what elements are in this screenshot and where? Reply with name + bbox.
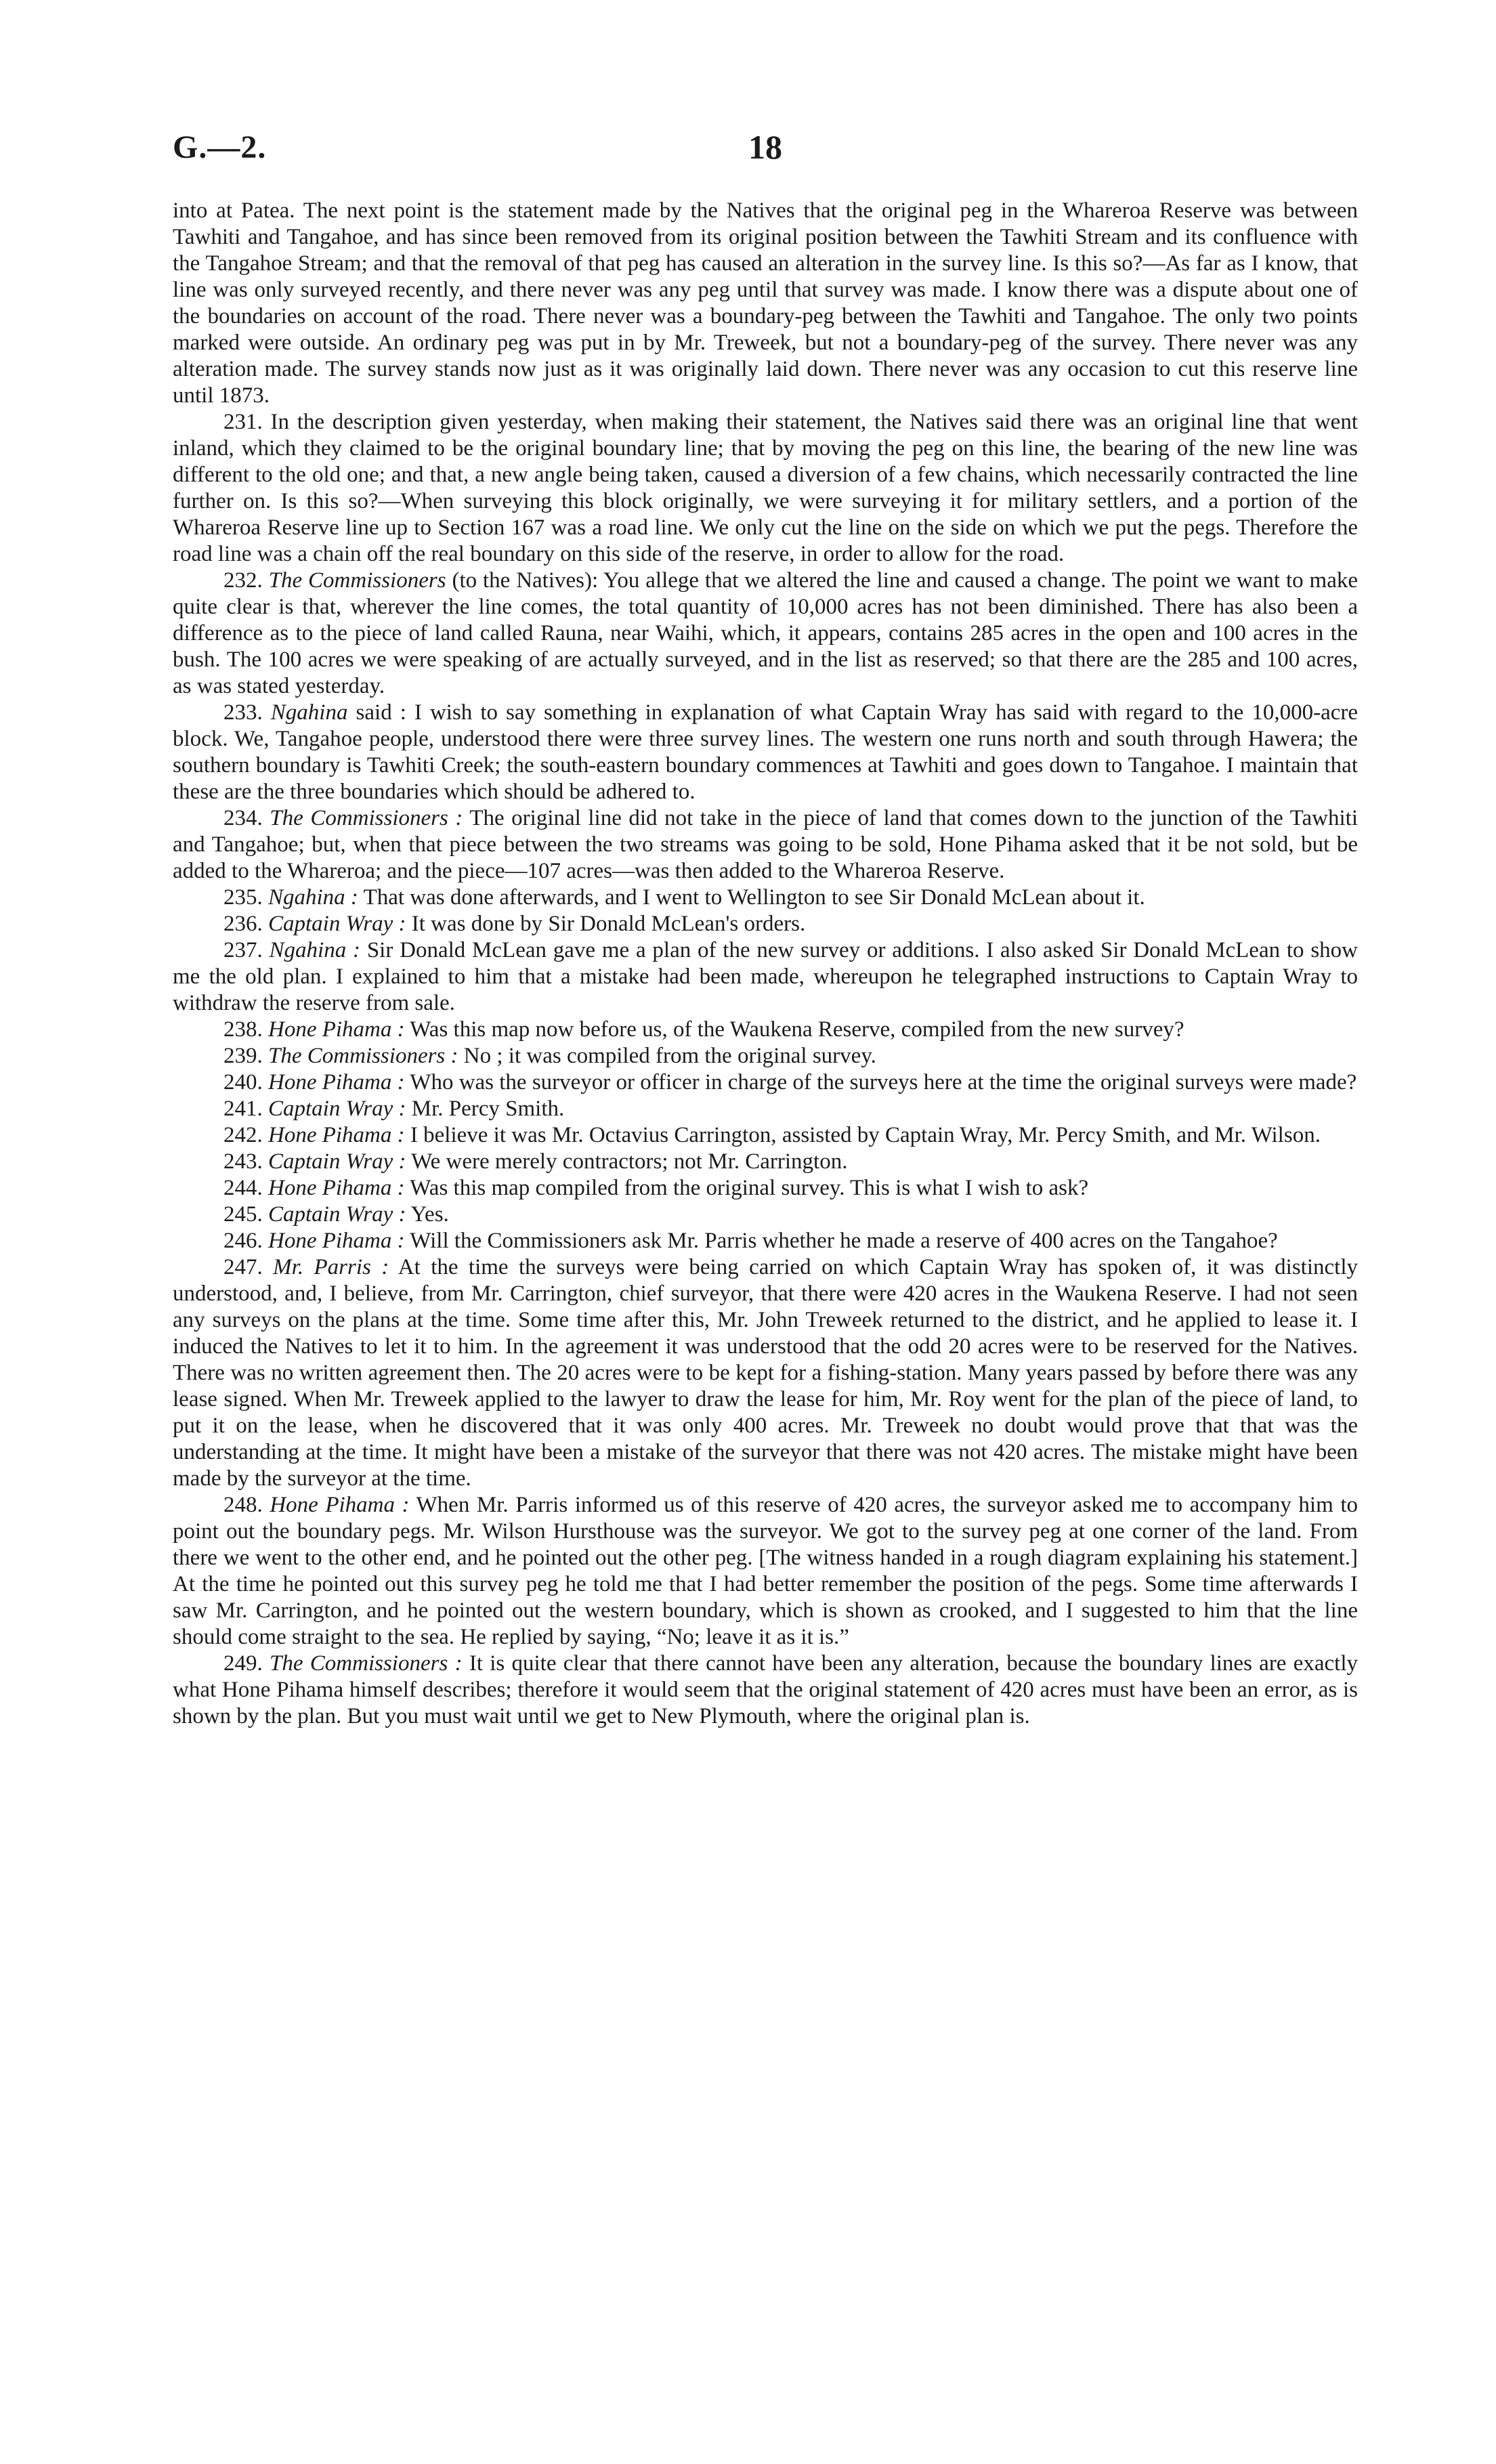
paragraph-text: Was this map now before us, of the Waukena Reserve, compiled from the new survey? xyxy=(410,1017,1184,1042)
paragraph-240 xyxy=(173,1069,1358,1096)
paragraph-number: 232. xyxy=(223,568,263,593)
paragraph-number: 235. xyxy=(223,885,263,910)
paragraph-number: 233. xyxy=(223,700,263,725)
paragraph-text: At the time the surveys were being carried on which Captain Wray has spoken of, it was distinctly understood, and, I believe, from Mr. Carrington, chief surveyor, that there were 420 acres in the Waukena Reserve. I had not seen any surveys on the plans at the time. Some time after this, Mr. John Treweek returned to the district, and he applied to lease it. I induced the Natives to let it to him. In the agreement it was understood that the odd 20 acres were to be reserved for the Natives. There was no written agreement then. The 20 acres were to be kept for a fishing-station. Many years passed by before there was any lease signed. When Mr. Treweek applied to the lawyer to draw the lease for him, Mr. Roy went for the plan of the piece of land, to put it on the lease, when he discovered that it was only 400 acres. Mr. Treweek no doubt would prove that that was the understanding at the time. It might have been a mistake of the surveyor that there was not 420 acres. The mistake might have been made by the surveyor at the time. xyxy=(173,1255,1358,1491)
speaker: Hone Pihama : xyxy=(270,1493,410,1517)
paragraph-241 xyxy=(173,1096,1358,1122)
paragraph-249 xyxy=(173,1651,1358,1730)
paragraph-text: Will the Commissioners ask Mr. Parris whether he made a reserve of 400 acres on the Tangahoe? xyxy=(410,1229,1278,1253)
paragraph-number: 243. xyxy=(223,1149,263,1174)
speaker: Hone Pihama : xyxy=(268,1070,405,1095)
paragraph-243 xyxy=(173,1149,1358,1175)
paragraph-232 xyxy=(173,568,1358,700)
speaker: Captain Wray : xyxy=(268,1097,406,1121)
paragraph-248 xyxy=(173,1492,1358,1651)
paragraph-number: 239. xyxy=(223,1044,263,1068)
paragraph-text: That was done afterwards, and I went to Wellington to see Sir Donald McLean about it. xyxy=(363,885,1145,910)
speaker: The Commissioners : xyxy=(270,1651,463,1676)
paragraph-number: 247. xyxy=(223,1255,263,1279)
paragraph-number: 241. xyxy=(223,1097,263,1121)
paragraph-number: 240. xyxy=(223,1070,263,1095)
paragraph-231 xyxy=(173,409,1358,568)
speaker: The Commissioners : xyxy=(270,806,463,830)
speaker: Captain Wray : xyxy=(268,912,406,936)
paragraph-244 xyxy=(173,1175,1358,1202)
paragraph-text: The original line did not take in the piece of land that comes down to the junction of the Tawhiti and Tangahoe; but, when that piece between the two streams was going to be sold, Hone Pihama asked that it be not sold, but be added to the Whareroa; and the piece—107 acres—was then added to the Whareroa Reserve. xyxy=(173,806,1358,883)
paragraph-242 xyxy=(173,1122,1358,1149)
paragraph-237 xyxy=(173,937,1358,1017)
paragraph-number: 244. xyxy=(223,1176,263,1200)
speaker: Captain Wray : xyxy=(268,1202,406,1227)
speaker: Ngahina : xyxy=(269,938,361,962)
paragraph-text: Who was the surveyor or officer in charge of the surveys here at the time the original surveys were made? xyxy=(410,1070,1357,1095)
speaker: Hone Pihama : xyxy=(268,1017,405,1042)
paragraph-number: 236. xyxy=(223,912,263,936)
paragraph-246 xyxy=(173,1228,1358,1254)
paragraph-number: 248. xyxy=(223,1493,263,1517)
paragraph-245 xyxy=(173,1202,1358,1228)
speaker: Hone Pihama : xyxy=(268,1229,405,1253)
paragraph-text: said : I wish to say something in explanation of what Captain Wray has said with regard to the 10,000-acre block. We, Tangahoe people, understood there were three survey lines. The western one runs north and south through Hawera; the southern boundary is Tawhiti Creek; the south-eastern boundary commences at Tawhiti and goes down to Tangahoe. I maintain that these are the three boundaries which should be adhered to. xyxy=(173,700,1359,804)
paragraph-number: 249. xyxy=(223,1651,263,1676)
speaker: Hone Pihama : xyxy=(268,1123,405,1147)
paragraph-text: (to the Natives): You allege that we altered the line and caused a change. The point we want to make quite clear is that, wherever the line comes, the total quantity of 10,000 acres has not been diminished. There has also been a difference as to the piece of land called Rauna, near Waihi, which, it appears, contains 285 acres in the open and 100 acres in the bush. The 100 acres we were speaking of are actually surveyed, and in the list as reserved; so that there are the 285 and 100 acres, as was stated yesterday. xyxy=(173,568,1358,698)
paragraph-247 xyxy=(173,1254,1358,1492)
paragraph-number: 238. xyxy=(223,1017,263,1042)
speaker: Mr. Parris : xyxy=(273,1255,389,1279)
paragraph-number: 234. xyxy=(223,806,263,830)
paragraph-text: No ; it was compiled from the original survey. xyxy=(463,1044,876,1068)
paragraph-text: In the description given yesterday, when making their statement, the Natives said there was an original line that went inland, which they claimed to be the original boundary line; that by moving the peg on this line, the bearing of the new line was different to the old one; and that, a new angle being taken, caused a diversion of a few chains, which necessarily contracted the line further on. Is this so?—When surveying this block originally, we were surveying it for military settlers, and a portion of the Whareroa Reserve line up to Section 167 was a road line. We only cut the line on the side on which we put the pegs. Therefore the road line was a chain off the real boundary on this side of the reserve, in order to allow for the road. xyxy=(173,410,1358,566)
paragraph-text: Yes. xyxy=(410,1202,449,1227)
speaker: Hone Pihama : xyxy=(268,1176,405,1200)
paragraph-text: into at Patea. The next point is the statement made by the Natives that the original peg in the Whareroa Reserve was between Tawhiti and Tangahoe, and has since been removed from its original position between the Tawhiti Stream and its confluence with the Tangahoe Stream; and that the removal of that peg has caused an alteration in the survey line. Is this so?—As far as I know, that line was only surveyed recently, and there never was any peg until that survey was made. I know there was a dispute about one of the boundaries on account of the road. There never was a boundary-peg between the Tawhiti and Tangahoe. The only two points marked were outside. An ordinary peg was put in by Mr. Treweek, but not a boundary-peg of the survey. There never was any alteration made. The survey stands now just as it was originally laid down. There never was any occasion to cut this reserve line until 1873. xyxy=(173,198,1358,408)
paragraph-text: It is quite clear that there cannot have been any alteration, because the boundary lines are exactly what Hone Pihama himself describes; therefore it would seem that the original statement of 420 acres must have been an error, as is shown by the plan. But you must wait until we get to New Plymouth, where the original plan is. xyxy=(173,1651,1358,1728)
paragraph-239 xyxy=(173,1043,1358,1069)
paragraph-number: 231. xyxy=(223,410,263,434)
paragraph-text: Mr. Percy Smith. xyxy=(411,1097,565,1121)
paragraph-234 xyxy=(173,805,1358,885)
paragraph-text: Sir Donald McLean gave me a plan of the new survey or additions. I also asked Sir Donald McLean to show me the old plan. I explained to him that a mistake had been made, whereupon he telegraphed instructions to Captain Wray to withdraw the reserve from sale. xyxy=(173,938,1359,1015)
paragraph-number: 242. xyxy=(223,1123,263,1147)
speaker: Ngahina xyxy=(270,700,348,725)
paragraph-235 xyxy=(173,885,1358,911)
paragraph-number: 245. xyxy=(223,1202,263,1227)
speaker: Ngahina : xyxy=(268,885,358,910)
paragraph-text: When Mr. Parris informed us of this reserve of 420 acres, the surveyor asked me to accompany him to point out the boundary pegs. Mr. Wilson Hursthouse was the surveyor. We got to the survey peg at one corner of the land. From there we went to the other end, and he pointed out the other peg. [The witness handed in a rough diagram explaining his statement.] At the time he pointed out this survey peg he told me that I had better remember the position of the pegs. Some time afterwards I saw Mr. Carrington, and he pointed out the western boundary, which is shown as crooked, and I suggested to him that the line should come straight to the sea. He replied by saying, “No; leave it as it is.” xyxy=(173,1493,1358,1649)
document-reference: G.—2. xyxy=(173,129,267,165)
page-number: 18 xyxy=(748,128,782,166)
paragraph-233 xyxy=(173,700,1358,805)
speaker: The Commissioners xyxy=(268,568,446,593)
paragraph-text: I believe it was Mr. Octavius Carrington, assisted by Captain Wray, Mr. Percy Smith, and Mr. Wilson. xyxy=(410,1123,1321,1147)
paragraph-236 xyxy=(173,911,1358,937)
speaker: Captain Wray : xyxy=(268,1149,406,1174)
paragraph-text: We were merely contractors; not Mr. Carrington. xyxy=(411,1149,848,1174)
paragraph-number: 237. xyxy=(223,938,263,962)
document-body xyxy=(173,198,1358,1730)
paragraph-text: Was this map compiled from the original survey. This is what I wish to ask? xyxy=(410,1176,1089,1200)
paragraph-238 xyxy=(173,1017,1358,1043)
speaker: The Commissioners : xyxy=(268,1044,458,1068)
paragraph-continuation xyxy=(173,198,1358,409)
paragraph-number: 246. xyxy=(223,1229,263,1253)
paragraph-text: It was done by Sir Donald McLean's orders. xyxy=(411,912,806,936)
